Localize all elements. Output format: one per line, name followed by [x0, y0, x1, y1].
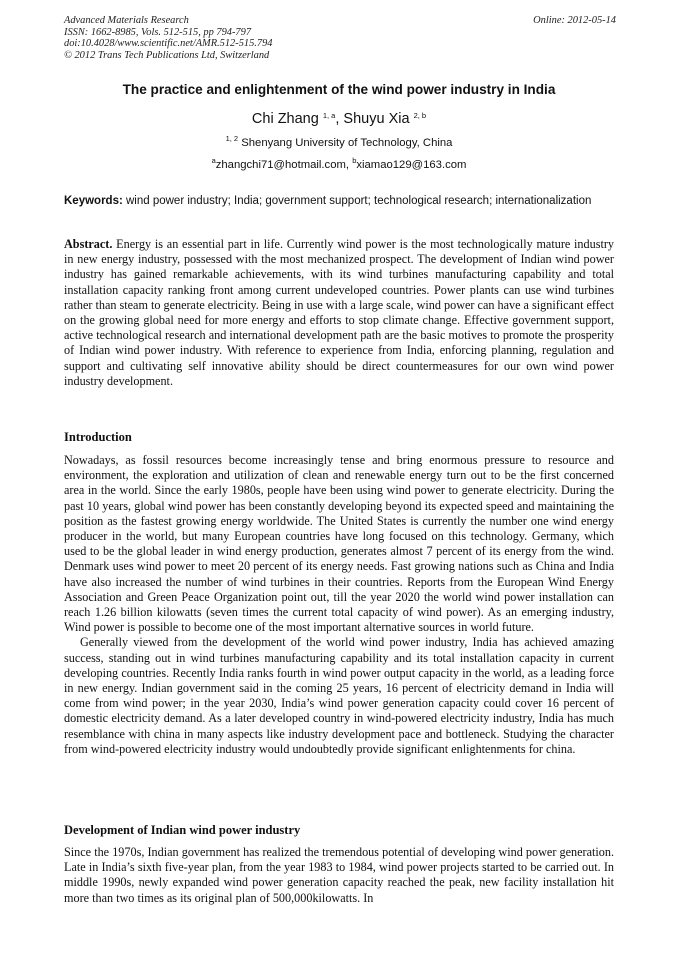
author-1-affil: 1, a	[322, 111, 336, 120]
introduction-paragraph-1: Nowadays, as fossil resources become increasingly tense and bring enormous pressure to resource and environment, the exploration and utilization of clean and renewable energy turn out to be the first concerned area in the world. Since the early 1980s, people have been using wind power to generate electricity. During the past 10 years, global wind power has been constantly developing beyond its expected speed and maintaining the position as the fastest growing energy worldwide. The United States is currently the number one wind energy producer in the world, but many European countries have long focused on this technology. Germany, which used to be the global leader in wind energy production, generates almost 7 percent of its energy from the wind. Denmark uses wind power to meet 20 percent of its energy needs. Fast growing nations such as China and India have also increased the number of wind turbines in their countries. Reports from the European Wind Energy Association and Green Peace Organization point out, till the year 2020 the world wind power installation can reach 1.26 billion kilowatts (seven times the current total capacity of wind power). As an emerging industry, Wind power is possible to become one of the most important alternative sources in world future.	[64, 453, 614, 635]
abstract	[64, 237, 614, 389]
email-a-marker: a	[211, 156, 216, 165]
email-separator: ,	[345, 159, 353, 171]
paper-title: The practice and enlightenment of the wind power industry in India	[122, 82, 556, 97]
issn-line: ISSN: 1662-8985, Vols. 512-515, pp 794-797	[64, 26, 252, 38]
affiliation	[40, 134, 638, 149]
keywords	[64, 194, 614, 209]
online-date: Online: 2012-05-14	[533, 15, 616, 26]
affiliation-marker: 1, 2	[225, 134, 239, 143]
author-2-affil: 2, b	[413, 111, 427, 120]
email-b-marker: b	[352, 156, 357, 165]
doi-line: doi:10.4028/www.scientific.net/AMR.512-515.794	[64, 38, 273, 50]
keywords-label: Keywords:	[64, 195, 123, 207]
email-b: xiamao129@163.com	[356, 159, 467, 171]
abstract-text: Energy is an essential part in life. Currently wind power is the most technologically mature industry in new energy industry, possessed with the most mechanized prospect. The development of Indian wind power industry has gained remarkable achievements, with its wind turbines manufacturing capability and total installation capacity ranking front among current undeveloped countries. Power plants can use wind turbines rather than steam to generate electricity. Being in use with a large scale, wind power can have a significant effect on the growing global need for more energy and efforts to stop climate change. Effective government support, active technological research and international development path are the basic motives to promote the prosperity of Indian wind power industry. With reference to experience from India, enforcing planning, regulation and support and cultivating self innovative ability should be direct countermeasures for our own wind power industry development.	[64, 237, 615, 388]
email-a: zhangchi71@hotmail.com	[215, 159, 346, 171]
development-section	[64, 845, 614, 906]
author-line	[40, 111, 638, 127]
development-paragraph-1: Since the 1970s, Indian government has realized the tremendous potential of developing wind power generation. Late in India’s sixth five-year plan, from the year 1983 to 1984, wind power projects started to be carried out. In middle 1990s, newly expanded wind power generation capacity reached the peak, new facility installation hit more than two times as its original plan of 500,000kilowatts. In	[64, 845, 614, 905]
affiliation-text: Shenyang University of Technology, China	[238, 137, 453, 149]
introduction-heading: Introduction	[64, 430, 132, 444]
copyright-line: © 2012 Trans Tech Publications Ltd, Switzerland	[64, 49, 270, 61]
introduction-paragraph-2: Generally viewed from the development of the world wind power industry, India has achieved amazing success, standing out in wind turbines manufacturing capability and its total installation capacity in current developing countries. Recently India ranks fourth in wind power output capacity in the world, as a leading force in new energy. Indian government said in the coming 25 years, 16 percent of electricity demand in India will come from wind power; in the year 2030, India’s wind power generation capacity could cover 16 percent of domestic electricity demand. As a later developed country in wind-powered electricity industry, India has much resemblance with china in many aspects like industry development pace and bottleneck. Studying the character from wind-powered electricity industry would undoubtedly provide significant enlightenments for china.	[64, 635, 614, 756]
journal-header	[64, 15, 616, 61]
keywords-text: wind power industry; India; government support; technological research; internationalization	[122, 195, 592, 207]
author-separator: ,	[335, 111, 344, 127]
abstract-label: Abstract.	[64, 237, 113, 251]
journal-name: Advanced Materials Research	[64, 15, 189, 26]
introduction-section	[64, 453, 614, 757]
email-line	[40, 156, 638, 171]
author-1: Chi Zhang	[251, 111, 319, 127]
author-2: Shuyu Xia	[343, 111, 410, 127]
development-heading: Development of Indian wind power industry	[64, 823, 301, 837]
